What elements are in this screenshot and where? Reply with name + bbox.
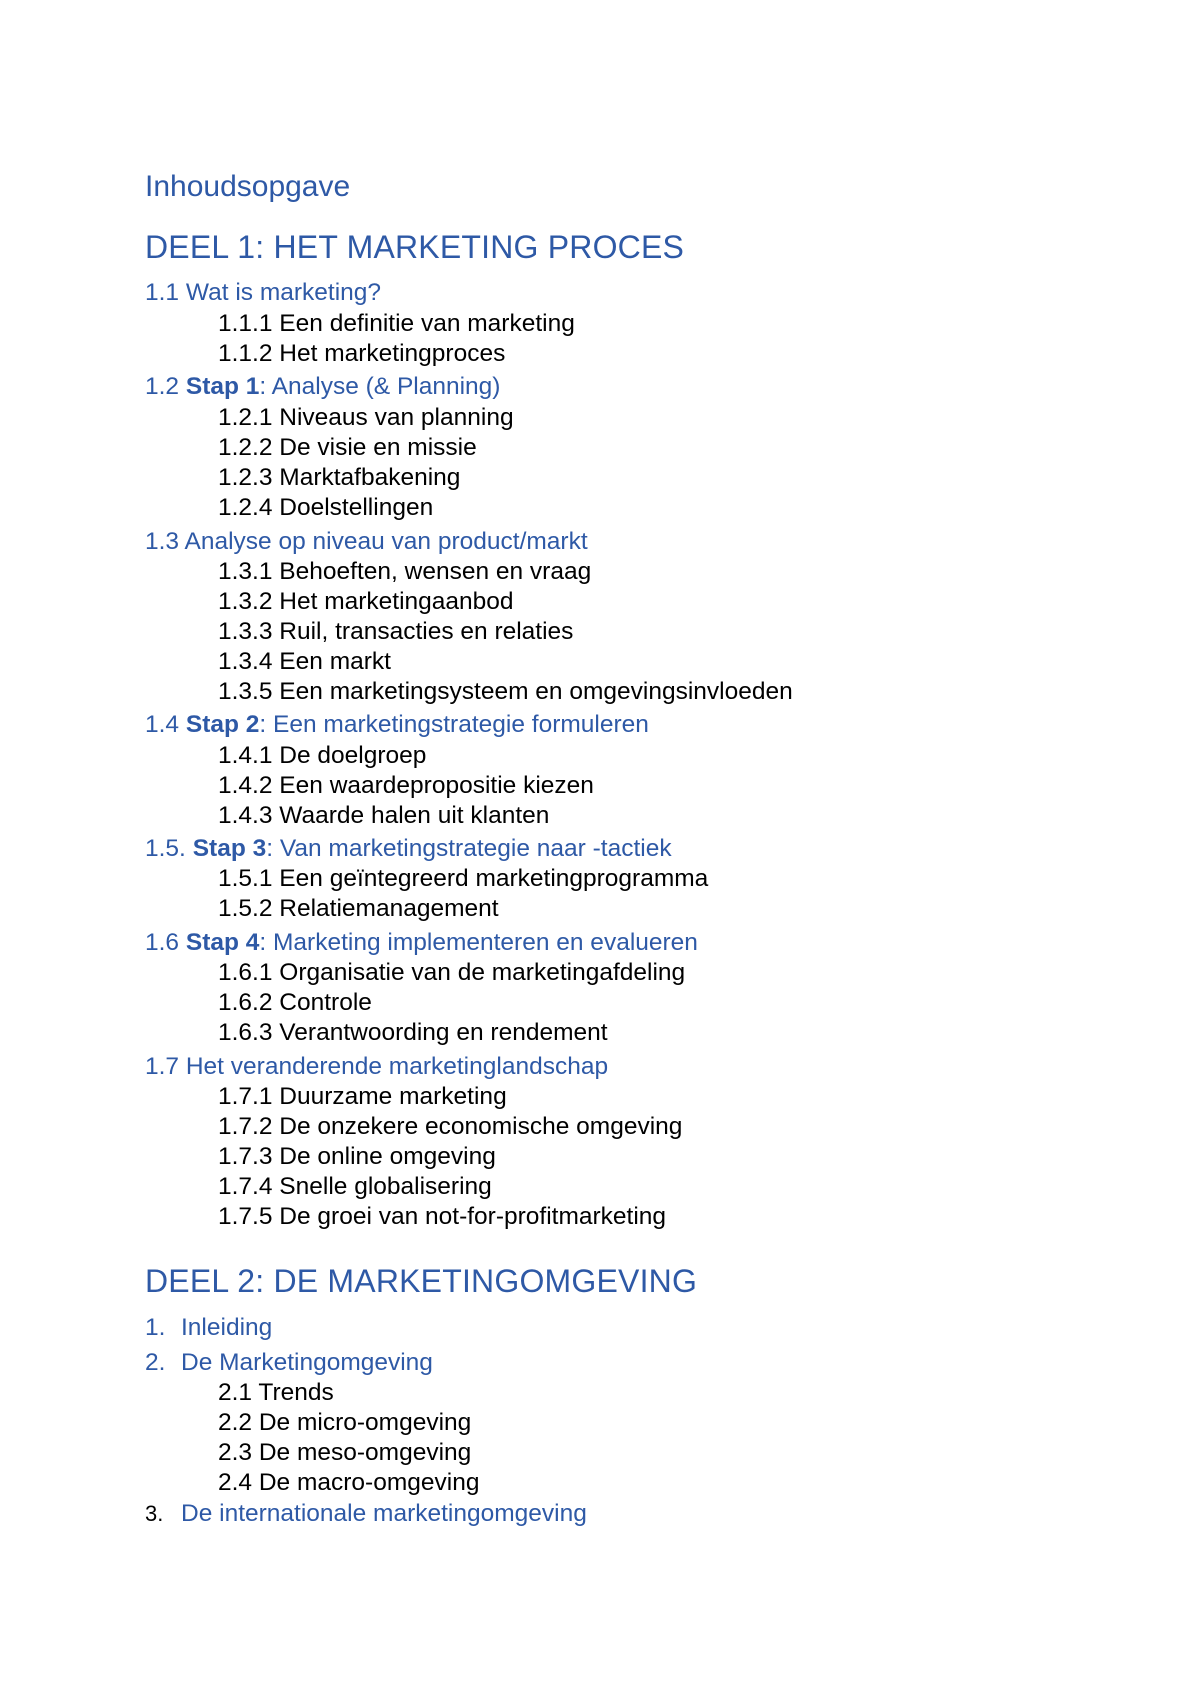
toc-entry-2-4[interactable]: 2.4 De macro-omgeving bbox=[218, 1469, 480, 1496]
section-title: De Marketingomgeving bbox=[181, 1349, 433, 1376]
toc-entry-1-5[interactable] bbox=[145, 834, 672, 864]
section-title: De internationale marketingomgeving bbox=[181, 1500, 587, 1527]
section-number: 1.4 bbox=[145, 711, 180, 738]
list-number: 3. bbox=[145, 1501, 164, 1526]
toc-entry-1-2[interactable] bbox=[145, 372, 500, 402]
toc-entry-1-7[interactable]: 1.7 Het veranderende marketinglandschap bbox=[145, 1053, 609, 1080]
toc-entry-1-4[interactable] bbox=[145, 710, 649, 740]
section-title: : Een marketingstrategie formuleren bbox=[259, 711, 649, 738]
part-1-heading: DEEL 1: HET MARKETING PROCES bbox=[145, 229, 685, 265]
toc-entry-1-1[interactable]: 1.1 Wat is marketing? bbox=[145, 279, 382, 306]
toc-entry-1-3-4[interactable]: 1.3.4 Een markt bbox=[218, 648, 391, 675]
toc-entry-2-3[interactable]: 2.3 De meso-omgeving bbox=[218, 1439, 472, 1466]
toc-entry-2-1[interactable]: 2.1 Trends bbox=[218, 1379, 334, 1406]
section-number: 1.5. bbox=[145, 835, 186, 862]
toc-entry-1-4-2[interactable]: 1.4.2 Een waardepropositie kiezen bbox=[218, 772, 594, 799]
toc-entry-2-2[interactable]: 2.2 De micro-omgeving bbox=[218, 1409, 472, 1436]
toc-entry-1-4-3[interactable]: 1.4.3 Waarde halen uit klanten bbox=[218, 802, 550, 829]
toc-entry-1-6-1[interactable]: 1.6.1 Organisatie van de marketingafdeling bbox=[218, 959, 686, 986]
toc-entry-1-5-1[interactable]: 1.5.1 Een geïntegreerd marketingprogramma bbox=[218, 865, 709, 892]
list-number: 1. bbox=[145, 1314, 166, 1341]
toc-entry-1-3[interactable]: 1.3 Analyse op niveau van product/markt bbox=[145, 528, 588, 555]
section-title: : Analyse (& Planning) bbox=[259, 373, 501, 400]
toc-entry-1-3-3[interactable]: 1.3.3 Ruil, transacties en relaties bbox=[218, 618, 574, 645]
toc-entry-2-inleiding[interactable] bbox=[145, 1313, 272, 1343]
toc-entry-2-marketingomgeving[interactable] bbox=[145, 1348, 433, 1378]
toc-entry-1-2-3[interactable]: 1.2.3 Marktafbakening bbox=[218, 464, 461, 491]
toc-entry-1-5-2[interactable]: 1.5.2 Relatiemanagement bbox=[218, 895, 499, 922]
toc-entry-1-2-4[interactable]: 1.2.4 Doelstellingen bbox=[218, 494, 434, 521]
toc-entry-1-7-2[interactable]: 1.7.2 De onzekere economische omgeving bbox=[218, 1113, 683, 1140]
toc-entry-1-3-1[interactable]: 1.3.1 Behoeften, wensen en vraag bbox=[218, 558, 592, 585]
section-number: 1.6 bbox=[145, 929, 180, 956]
stap-label: Stap 1 bbox=[185, 373, 260, 400]
toc-entry-2-internationaal[interactable] bbox=[145, 1499, 587, 1529]
toc-entry-1-7-4[interactable]: 1.7.4 Snelle globalisering bbox=[218, 1173, 492, 1200]
part-2-heading: DEEL 2: DE MARKETINGOMGEVING bbox=[145, 1263, 698, 1299]
section-title: Inleiding bbox=[181, 1314, 273, 1341]
toc-title: Inhoudsopgave bbox=[145, 170, 351, 203]
toc-entry-1-2-1[interactable]: 1.2.1 Niveaus van planning bbox=[218, 404, 514, 431]
toc-entry-1-6-3[interactable]: 1.6.3 Verantwoording en rendement bbox=[218, 1019, 608, 1046]
toc-entry-1-6-2[interactable]: 1.6.2 Controle bbox=[218, 989, 372, 1016]
toc-entry-1-2-2[interactable]: 1.2.2 De visie en missie bbox=[218, 434, 477, 461]
toc-entry-1-3-2[interactable]: 1.3.2 Het marketingaanbod bbox=[218, 588, 514, 615]
list-number: 2. bbox=[145, 1349, 166, 1376]
section-title: : Marketing implementeren en evalueren bbox=[259, 929, 698, 956]
toc-entry-1-1-1[interactable]: 1.1.1 Een definitie van marketing bbox=[218, 310, 575, 337]
toc-entry-1-7-5[interactable]: 1.7.5 De groei van not-for-profitmarketing bbox=[218, 1203, 667, 1230]
toc-entry-1-1-2[interactable]: 1.1.2 Het marketingproces bbox=[218, 340, 506, 367]
section-number: 1.2 bbox=[145, 373, 180, 400]
toc-entry-1-7-3[interactable]: 1.7.3 De online omgeving bbox=[218, 1143, 496, 1170]
toc-entry-1-7-1[interactable]: 1.7.1 Duurzame marketing bbox=[218, 1083, 507, 1110]
toc-entry-1-3-5[interactable]: 1.3.5 Een marketingsysteem en omgevingsinvloeden bbox=[218, 678, 793, 705]
stap-label: Stap 3 bbox=[192, 835, 267, 862]
section-title: : Van marketingstrategie naar -tactiek bbox=[266, 835, 672, 862]
toc-entry-1-6[interactable] bbox=[145, 928, 698, 958]
stap-label: Stap 4 bbox=[185, 929, 260, 956]
toc-entry-1-4-1[interactable]: 1.4.1 De doelgroep bbox=[218, 742, 427, 769]
stap-label: Stap 2 bbox=[185, 711, 260, 738]
